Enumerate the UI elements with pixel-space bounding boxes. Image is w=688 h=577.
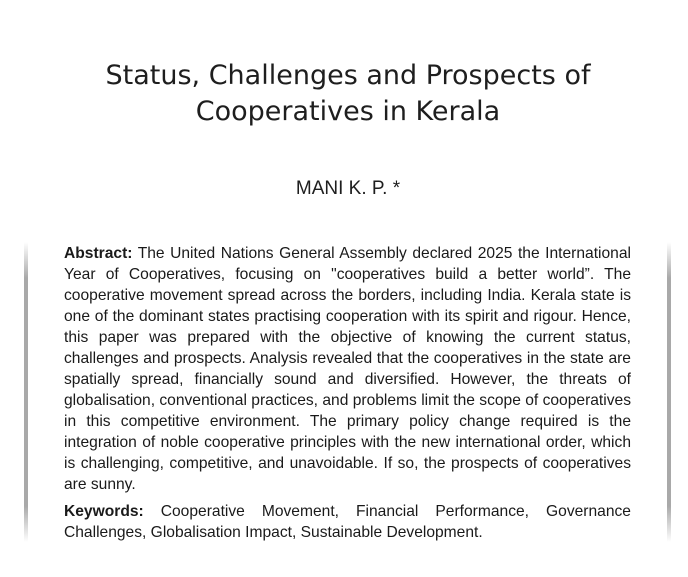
- title-line-1: Status, Challenges and Prospects of: [105, 60, 591, 91]
- keywords-text: Cooperative Movement, Financial Performance, Governance Challenges, Globalisation Impact, Sustainable Development.: [64, 503, 631, 541]
- keywords-paragraph: [64, 501, 631, 543]
- abstract-text: The United Nations General Assembly declared 2025 the International Year of Cooperatives, focusing on "cooperatives build a better world”. The cooperative movement spread across the borders, including India. Kerala state is one of the dominant states practising cooperation with its spirit and rigour. Hence, this paper was prepared with the objective of knowing the current status, challenges and prospects. Analysis revealed that the cooperatives in the state are spatially spread, financially sound and diversified. However, the threats of globalisation, conventional practices, and problems limit the scope of cooperatives in this competitive environment. The primary policy change required is the integration of noble cooperative principles with the new international order, which is challenging, competitive, and unavoidable. If so, the prospects of cooperatives are sunny.: [64, 245, 631, 493]
- left-margin-rule: [24, 242, 28, 542]
- right-margin-rule: [667, 242, 671, 542]
- paper-title: [40, 58, 656, 130]
- abstract-paragraph: [64, 243, 631, 495]
- abstract-label: Abstract:: [64, 245, 133, 262]
- keywords-label: Keywords:: [64, 503, 144, 520]
- title-line-2: Cooperatives in Kerala: [195, 96, 501, 127]
- abstract-section: [64, 243, 631, 543]
- author-name: MANI K. P. *: [295, 178, 401, 199]
